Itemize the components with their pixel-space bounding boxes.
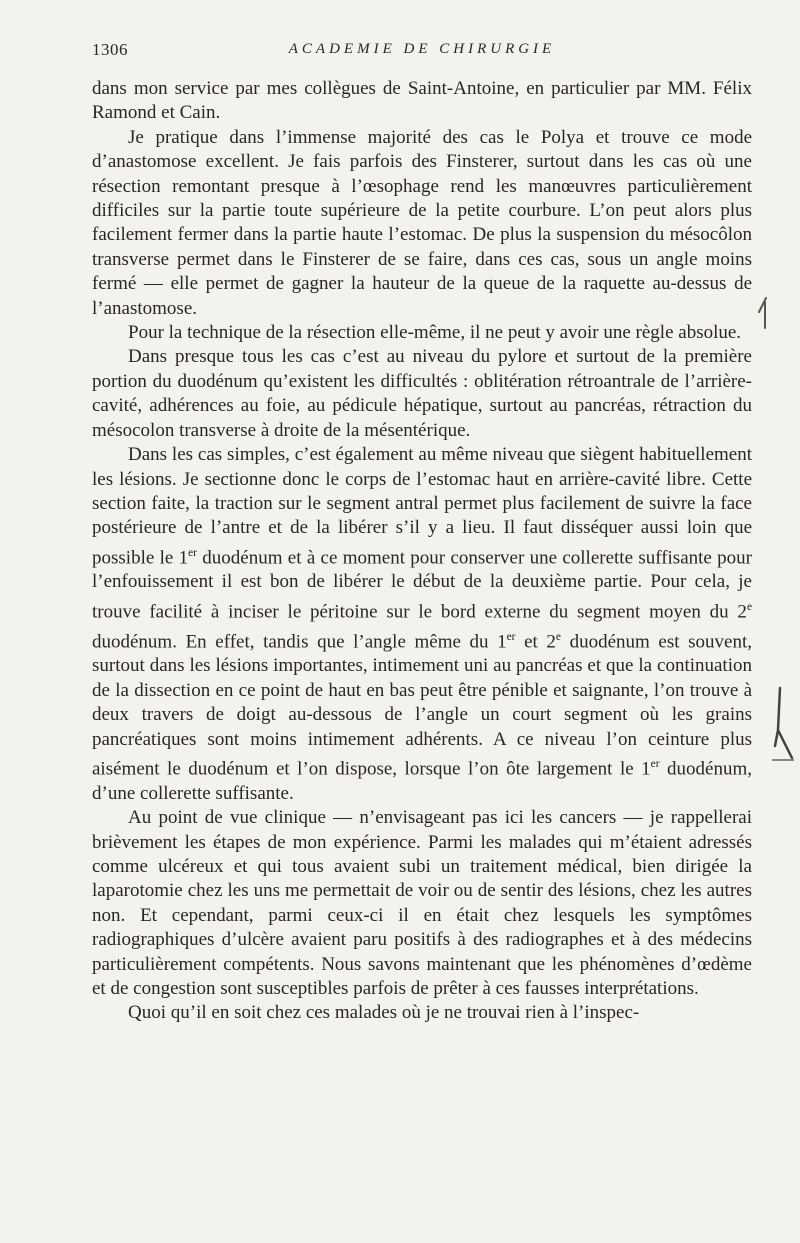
ordinal-suffix: er: [506, 630, 516, 643]
page-header: [92, 40, 752, 66]
ordinal-suffix: er: [188, 546, 197, 559]
ordinal-suffix: e: [555, 630, 561, 643]
article-body: [92, 77, 752, 1026]
paragraph-6: Au point de vue clinique — n’envisageant pas ici les cancers — je rappellerai brièvement les étapes de mon expérience. Parmi les malades qui m’étaient adressés comme ulcéreux et qui tous avaient subi un traitement médical, bien dirigée la laparotomie chez les uns me permettait de voir ou de sentir des lésions, chez les autres non. Et cependant, parmi ceux-ci il en était chez lesquels les symptômes radiographiques d’ulcère avaient paru positifs à des radiographes et à des médecins particulièrement compétents. Nous savons maintenant que les phénomènes d’œdème et de congestion sont susceptibles parfois de prêter à ces fausses interprétations.: [92, 807, 752, 999]
paragraph-5: Dans les cas simples, c’est également au même niveau que siègent habituellement les lésions. Je sectionne donc le corps de l’estomac haut en arrière-cavité libre. Cette section faite, la traction sur le segment antral permet plus facilement de suivre la face postérieure de l’antre et de la libérer s’il y a lieu. Il faut disséquer aussi loin que possible le 1er duodénum et à ce moment pour conserver une collerette suffisante pour l’enfouissement il est bon de libérer le début de la deuxième partie. Pour cela, je trouve facilité à inciser le péritoine sur le bord externe du segment moyen du 2e duodénum. En effet, tandis que l’angle même du 1er et 2e duodénum est souvent, surtout dans les lésions importantes, intimement uni au pancréas et que la continuation de la dissection en ce point de haut en bas peut être pénible et saignante, l’on trouve à deux travers de doigt au-dessous de l’angle un court segment où les grains pancréatiques sont moins intimement adhérents. A ce niveau l’on ceinture plus aisément le duodénum et l’on dispose, lorsque l’on ôte largement le 1er duodénum, d’une collerette suffisante.: [92, 444, 752, 804]
paragraph-1: dans mon service par mes collègues de Saint-Antoine, en particulier par MM. Félix Ramond et Cain.: [92, 78, 752, 124]
margin-pencil-mark-large: [772, 686, 798, 766]
margin-pencil-mark: [756, 296, 770, 330]
paragraph-7: Quoi qu’il en soit chez ces malades où je ne trouvai rien à l’inspec-: [128, 1002, 640, 1024]
ordinal-suffix: e: [746, 600, 752, 613]
paragraph-4: Dans presque tous les cas c’est au niveau du pylore et surtout de la première portion du duodénum qu’existent les difficultés : oblitération rétroantrale de l’arrière-cavité, adhérences au foie, au pédicule hépatique, surtout au pancréas, rétraction du mésocolon transverse à droite de la mésentérique.: [92, 346, 752, 441]
page-number: 1306: [92, 40, 128, 59]
ordinal-suffix: er: [650, 757, 660, 770]
running-title: ACADEMIE DE CHIRURGIE: [288, 41, 556, 57]
margin-dash-mark: [772, 759, 794, 761]
paragraph-2: Je pratique dans l’immense majorité des cas le Polya et trouve ce mode d’anastomose excellent. Je fais parfois des Finsterer, surtout dans les cas où une résection remontant presque à l’œsophage rend les manœuvres particulièrement difficiles sur la partie toute supérieure de la petite courbure. L’on peut alors plus facilement fermer dans la partie haute l’estomac. De plus la suspension du mésocôlon transverse permet dans le Finsterer de se faire, dans ces cas, sous un angle moins fermé — elle permet de gagner la hauteur de la queue de la raquette au-dessus de l’anastomose.: [92, 126, 752, 319]
paragraph-3: Pour la technique de la résection elle-même, il ne peut y avoir une règle absolue.: [128, 322, 742, 344]
